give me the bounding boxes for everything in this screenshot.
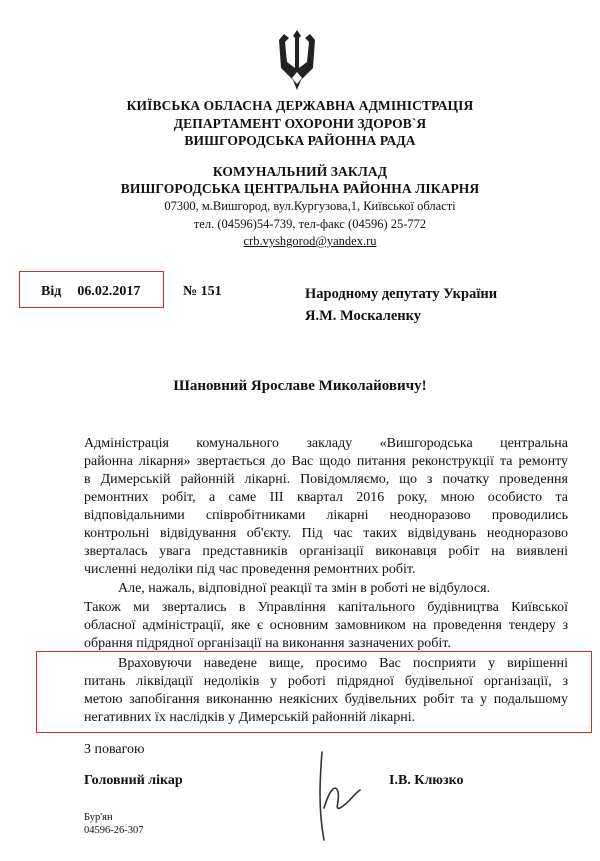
org-line-2: ДЕПАРТАМЕНТ ОХОРОНИ ЗДОРОВ`Я [173,116,427,131]
body-p4-line: метою запобігання виконанню неякісних будівельних робіт та у подальшому [84,692,568,707]
salutation: Шановний Ярославе Миколайовичу! [173,378,427,394]
body-p2: Але, нажаль, відповідної реакції та змін в роботі не відбулося. [118,581,491,596]
institution-address: 07300, м.Вишгород, вул.Кургузова,1, Київської області [164,199,456,213]
date-prefix: Від [41,284,62,299]
addressee-line-1: Народному депутату України [305,286,498,302]
institution-phones: тел. (04596)54-739, тел-факс (04596) 25-772 [193,217,427,231]
body-p3-line: обрання підрядної організації на виконання зазначених робіт. [84,636,451,651]
executor-phone: 04596-26-307 [84,825,144,836]
body-p1-line: районна лікарня» звертається до Вас щодо питання реконструкції та ремонту [84,454,568,469]
body-p4-line: питань ліквідації недоліків у роботі підрядної будівельної організації, з [84,674,568,689]
body-p1-line: зверталась увага представників організації виконавця робіт на виявлені [84,544,568,559]
org-line-3: ВИШГОРОДСЬКА РАЙОННА РАДА [184,133,416,148]
body-p1-line: відповідальними співробітниками лікарні неодноразово проводились [84,508,568,523]
closing-phrase: З повагою [84,742,145,757]
body-p1-line: ремонтних робіт, а саме ІІІ квартал 2016 року, мною особисто та [84,490,568,505]
body-p3-line: обласної адміністрації, яке є основним замовником на проведення тендеру з [84,618,568,633]
body-p1-line: в Димерській районній лікарні. Повідомляємо, що з початку проведення [84,472,568,487]
institution-line-1: КОМУНАЛЬНИЙ ЗАКЛАД [212,164,388,179]
body-p4-line: Враховуючи наведене вище, просимо Вас посприяти у вирішенні [118,656,568,671]
body-p1-line [84,436,568,452]
institution-email: crb.vyshgorod@yandex.ru [243,234,377,248]
trident-emblem-icon [277,28,317,92]
body-p3-line: Також ми звертались в Управління капітального будівництва Київської [84,600,568,615]
letter-number: № 151 [183,284,222,299]
handwritten-signature-icon [310,748,370,848]
executor-name: Бур'ян [84,812,113,823]
body-p1-line: численні недоліки під час проведення ремонтних робіт. [84,562,416,577]
body-p4-line: негативних їх наслідків у Димерській районній лікарні. [84,710,416,725]
letter-date [41,284,156,300]
addressee-line-2: Я.М. Москаленку [305,308,422,324]
signer-position: Головний лікар [84,773,183,788]
body-p1-line: контрольні відвідування об'єкту. Під час таких відвідувань неодноразово [84,526,568,541]
body-text: Адміністрація комунального закладу «Вишгородська центральна [84,436,568,451]
institution-email-row [10,234,600,249]
date-value: 06.02.2017 [77,284,141,299]
signer-name: І.В. Клюзко [389,773,464,788]
org-line-1: КИЇВСЬКА ОБЛАСНА ДЕРЖАВНА АДМІНІСТРАЦІЯ [126,98,474,113]
institution-line-2: ВИШГОРОДСЬКА ЦЕНТРАЛЬНА РАЙОННА ЛІКАРНЯ [120,181,480,196]
